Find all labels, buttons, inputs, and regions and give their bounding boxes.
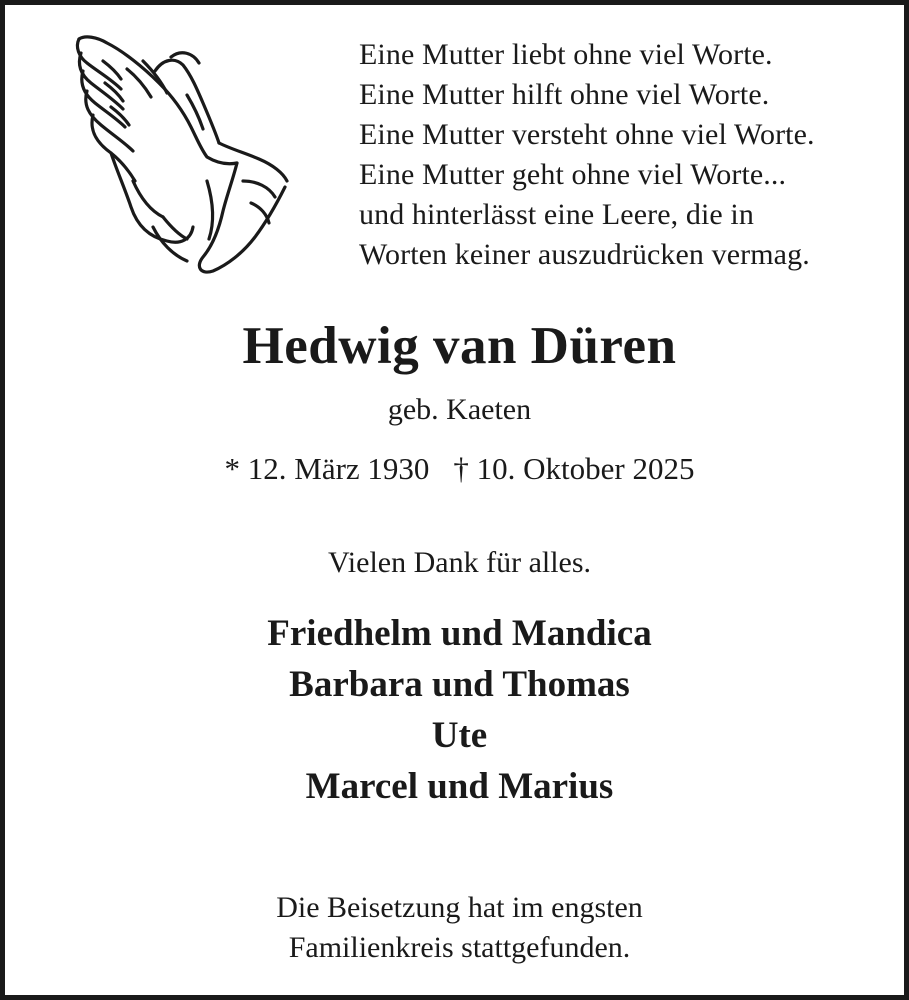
birth-name: geb. Kaeten [387, 393, 532, 426]
funeral-note-line: Die Beisetzung hat im engsten [276, 891, 643, 924]
family-member: Friedhelm und Mandica [267, 613, 652, 654]
funeral-note-line: Familienkreis stattgefunden. [288, 931, 631, 964]
life-dates [5, 447, 909, 491]
family-list [5, 608, 909, 812]
poem-line: Eine Mutter liebt ohne viel Worte. [359, 38, 773, 71]
praying-hands-icon [67, 31, 295, 279]
family-member: Ute [431, 715, 488, 756]
poem-line: Eine Mutter hilft ohne viel Worte. [359, 78, 770, 111]
poem-line: und hinterlässt eine Leere, die in [359, 198, 754, 231]
death-date: † 10. Oktober 2025 [453, 451, 695, 486]
thanks-text: Vielen Dank für alles. [327, 546, 592, 579]
birth-date: * 12. März 1930 [224, 451, 430, 486]
poem [359, 35, 899, 275]
family-member: Marcel und Marius [305, 766, 614, 807]
funeral-note [5, 888, 909, 968]
deceased-name: Hedwig van Düren [242, 317, 677, 375]
poem-line: Eine Mutter versteht ohne viel Worte. [359, 118, 815, 151]
poem-line: Eine Mutter geht ohne viel Worte... [359, 158, 787, 191]
poem-line: Worten keiner auszudrücken vermag. [359, 238, 810, 271]
family-member: Barbara und Thomas [289, 664, 630, 705]
